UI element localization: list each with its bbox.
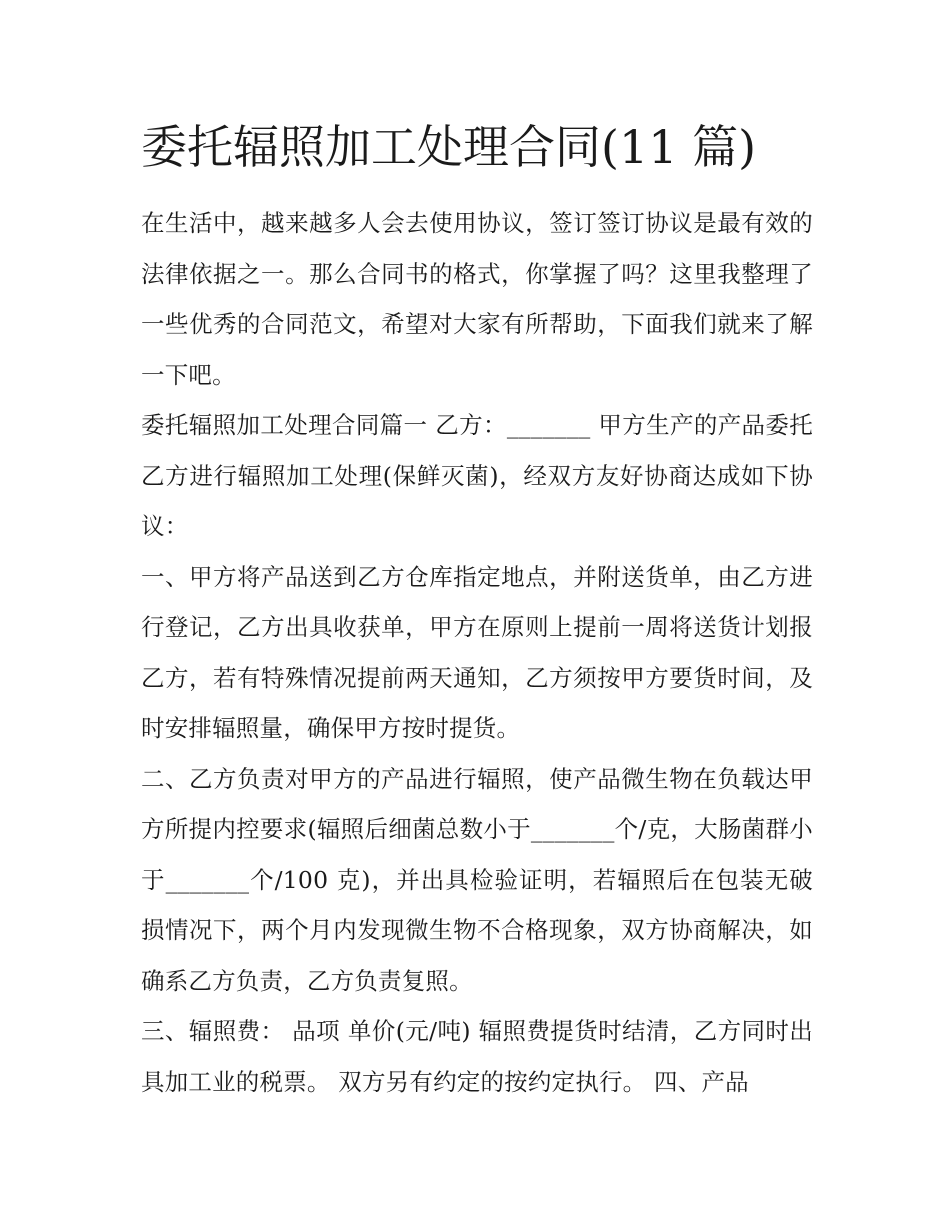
- document-title: 委托辐照加工处理合同(11 篇): [141, 120, 757, 174]
- contract-heading-paragraph: 委托辐照加工处理合同篇一 乙方：_______ 甲方生产的产品委托乙方进行辐照加工处理(保鲜灭菌)，经双方友好协商达成如下协议：: [141, 411, 813, 540]
- clause-three-paragraph: 三、辐照费： 品项 单价(元/吨) 辐照费提货时结清，乙方同时出具加工业的税票。 双方另有约定的按约定执行。 四、产品: [141, 1017, 813, 1096]
- document-body: [141, 112, 813, 1107]
- clause-one-paragraph: 一、甲方将产品送到乙方仓库指定地点，并附送货单，由乙方进行登记，乙方出具收获单，甲方在原则上提前一周将送货计划报乙方，若有特殊情况提前两天通知，乙方须按甲方要货时间，及时安排辐照量，确保甲方按时提货。: [141, 562, 813, 742]
- clause-two-paragraph: 二、乙方负责对甲方的产品进行辐照，使产品微生物在负载达甲方所提内控要求(辐照后细菌总数小于_______个/克，大肠菌群小于_______个/100 克)，并出具检验证明，若辐照后在包装无破损情况下，两个月内发现微生物不合格现象，双方协商解决，如确系乙方负责，乙方负责复照。: [141, 764, 813, 995]
- intro-paragraph: 在生活中，越来越多人会去使用协议，签订签订协议是最有效的法律依据之一。那么合同书的格式，你掌握了吗？这里我整理了一些优秀的合同范文，希望对大家有所帮助，下面我们就来了解一下吧。: [141, 209, 813, 389]
